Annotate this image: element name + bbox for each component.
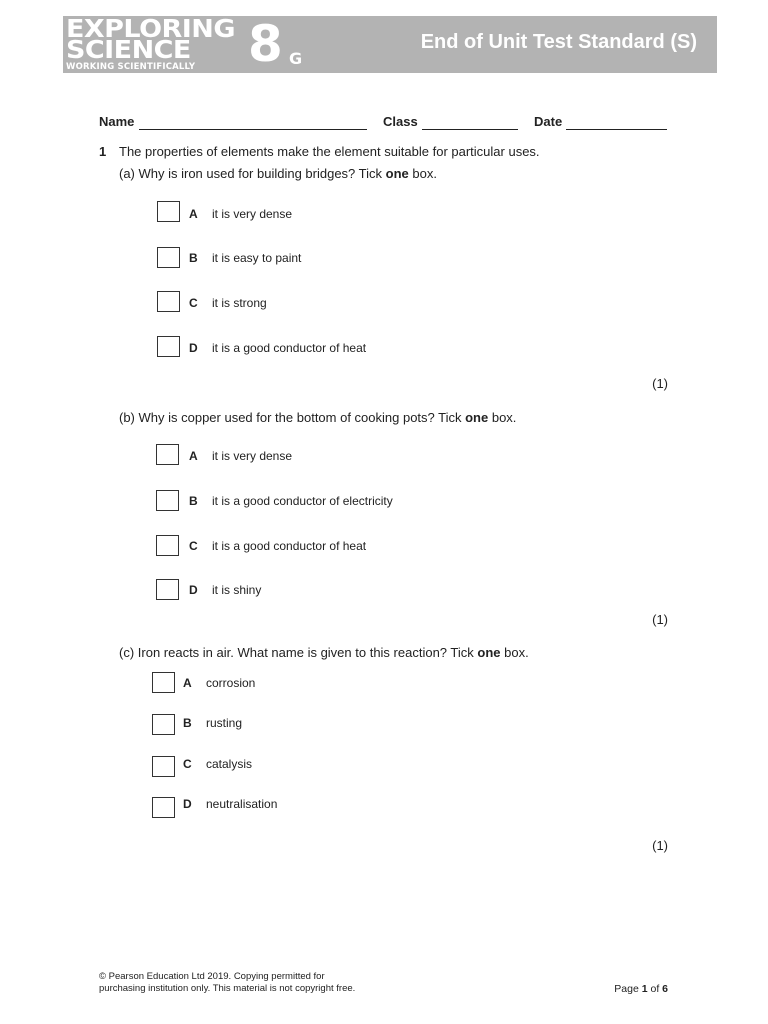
logo-number: 8 <box>248 15 283 73</box>
question-stem: The properties of elements make the element suitable for particular uses. <box>119 144 540 159</box>
option-text: it is a good conductor of heat <box>212 539 367 553</box>
part-a-option-d-checkbox[interactable] <box>157 336 180 357</box>
part-a-option-c-checkbox[interactable] <box>157 291 180 312</box>
option-letter: A <box>189 207 198 221</box>
option-letter: B <box>189 251 198 265</box>
option-text: it is very dense <box>212 449 293 463</box>
option-letter: B <box>189 494 198 508</box>
option-letter: D <box>189 583 198 597</box>
option-letter: A <box>189 449 198 463</box>
option-text: catalysis <box>206 757 253 771</box>
option-letter: C <box>189 539 198 553</box>
part-c-option-b-checkbox[interactable] <box>152 714 175 735</box>
part-c-option-a-checkbox[interactable] <box>152 672 175 693</box>
logo-line-1: EXPLORING <box>66 14 235 43</box>
class-label: Class <box>383 114 418 129</box>
part-b-prompt: (b) Why is copper used for the bottom of cooking pots? Tick one box. <box>119 410 517 425</box>
option-text: it is a good conductor of heat <box>212 341 367 355</box>
page-number: Page 1 of 6 <box>614 983 668 995</box>
option-letter: A <box>183 676 192 690</box>
option-text: it is strong <box>212 296 267 310</box>
part-b-option-d-checkbox[interactable] <box>156 579 179 600</box>
part-c-marks: (1) <box>652 838 668 853</box>
class-field[interactable] <box>422 115 518 130</box>
part-a-marks: (1) <box>652 376 668 391</box>
part-b-option-b-checkbox[interactable] <box>156 490 179 511</box>
part-a-prompt: (a) Why is iron used for building bridges? Tick one box. <box>119 166 437 181</box>
header-banner <box>63 16 717 73</box>
option-letter: B <box>183 716 192 730</box>
copyright-notice <box>99 971 355 995</box>
part-c-option-d-checkbox[interactable] <box>152 797 175 818</box>
name-field[interactable] <box>139 115 367 130</box>
copyright-line-2: purchasing institution only. This material is not copyright free. <box>99 983 356 994</box>
part-c-prompt: (c) Iron reacts in air. What name is given to this reaction? Tick one box. <box>119 645 529 660</box>
question-number: 1 <box>99 144 107 159</box>
part-b-marks: (1) <box>652 612 668 627</box>
option-letter: C <box>183 757 192 771</box>
option-letter: C <box>189 296 198 310</box>
option-letter: D <box>183 797 192 811</box>
option-text: it is easy to paint <box>212 251 302 265</box>
date-label: Date <box>534 114 563 129</box>
logo-unit: G <box>289 49 302 68</box>
part-a-option-b-checkbox[interactable] <box>157 247 180 268</box>
part-c-option-c-checkbox[interactable] <box>152 756 175 777</box>
option-letter: D <box>189 341 198 355</box>
option-text: rusting <box>206 716 243 730</box>
option-text: neutralisation <box>206 797 278 811</box>
part-b-option-a-checkbox[interactable] <box>156 444 179 465</box>
page-title: End of Unit Test Standard (S) <box>420 31 697 53</box>
logo-line-3: WORKING SCIENTIFICALLY <box>66 62 196 72</box>
part-b-option-c-checkbox[interactable] <box>156 535 179 556</box>
name-label: Name <box>99 114 135 129</box>
option-text: it is shiny <box>212 583 262 597</box>
option-text: it is very dense <box>212 207 293 221</box>
logo-line-2: SCIENCE <box>66 35 191 64</box>
option-text: corrosion <box>206 676 256 690</box>
part-a-option-a-checkbox[interactable] <box>157 201 180 222</box>
date-field[interactable] <box>566 115 667 130</box>
copyright-line-1: © Pearson Education Ltd 2019. Copying permitted for <box>99 971 325 982</box>
option-text: it is a good conductor of electricity <box>212 494 393 508</box>
